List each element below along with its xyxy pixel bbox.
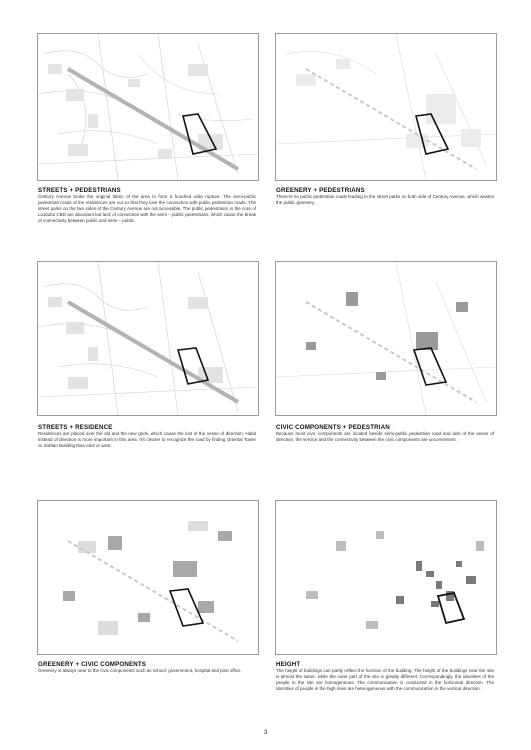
panel-4-title: CIVIC COMPONENTS + PEDESTRIAN [276, 424, 390, 431]
map-streets-residence [37, 261, 259, 416]
map-height [275, 500, 497, 655]
panel-6-text: The height of buildings can partly reflect the function of the building. The height of the buildings near the site is almost the same, while the outer part of the site is greatly different. Correspondingly, the identities of the people in the site are homogeneous. The communication is conducted in the horizontal direction. The identities of people in the high rises are heterogeneous with the communication in the vertical direction. [276, 668, 494, 691]
panel-4-text: Because most civic components are located beside semi-public pedestrian road and lack of the sense of direction, the service and the connectivity between the civic components are unconvenient. [276, 431, 494, 442]
page-number: 3 [263, 729, 268, 736]
panel-2-title: GREENERY + PEDESTRIANS [276, 187, 365, 194]
map-streets-pedestrians [37, 33, 259, 181]
map-civic-components-pedestrian [275, 261, 497, 416]
panel-5-title: GREENERY + CIVIC COMPONENTS [38, 661, 147, 668]
panel-6-title: HEIGHT [276, 661, 301, 668]
panel-1-title: STREETS + PEDESTRIANS [38, 187, 121, 194]
map-greenery-pedestrians [275, 33, 497, 181]
panel-3-text: Residences are placed over the old and the new grids, which cause the lost of the sense of direction. Habit instead of direction is more important in this area. It's clearer to recognize the road by finding Oriental Tower or JinMao Building than east or west. [38, 431, 256, 448]
panel-5-text: Greenery is always near to the civic components such as school, government, hospital and post office. [38, 668, 242, 673]
panel-1-text: Century Avenue broke the original fabric of the area to form a hundred wide rupture. The semi-public pedestrian roads of the residences are cut so that they lose the connection with public pedestrian roads. The street parks on the two sides of the Century Avenue are not accessible. The public pedestrians in the core of LuJiaZui CBD are abundant but lack of connection with the semi – public pedestrians, which cause the break of connectivity between public and semi – public. [38, 194, 256, 223]
panel-3-title: STREETS + RESIDENCE [38, 424, 113, 431]
map-greenery-civic-components [37, 500, 259, 655]
panel-2-text: There're no public pedestrian roads leading to the street parks on both side of Century Avenue, which wastes the public greenery. [276, 194, 494, 205]
